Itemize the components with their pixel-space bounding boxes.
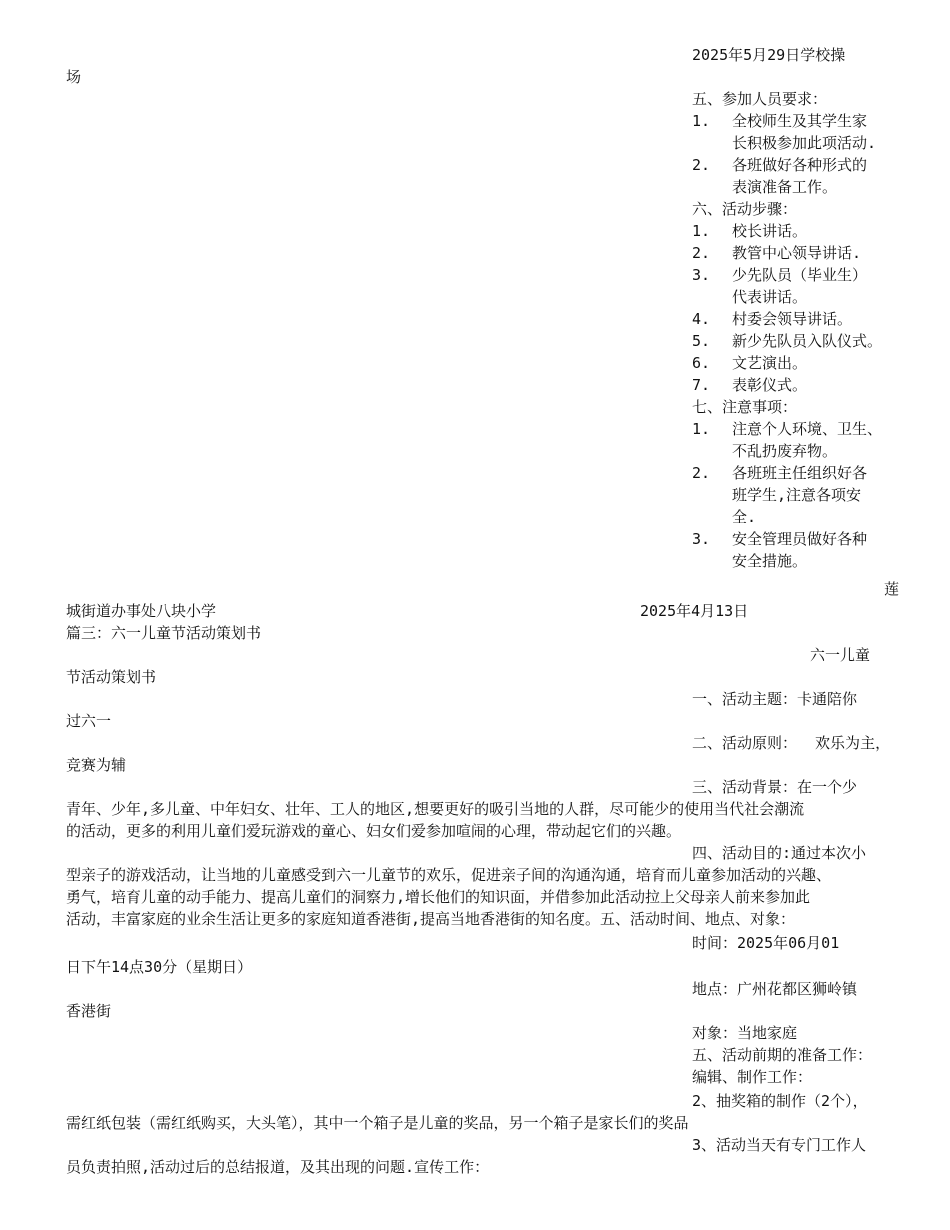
list-number: 2. (692, 244, 711, 262)
list-number: 3. (692, 530, 711, 548)
list-item (692, 374, 807, 396)
list-text: 安全管理员做好各种 (732, 530, 868, 548)
text-line: 一、活动主题：卡通陪你 (692, 690, 858, 708)
list-text: 表彰仪式。 (732, 376, 808, 394)
text-line: 四、活动目的:通过本次小 (692, 844, 867, 862)
list-number: 1. (692, 112, 711, 130)
text-line: 节活动策划书 (66, 668, 157, 686)
paragraph-line: 青年、少年,多儿童、中年妇女、壮年、工人的地区,想要更好的吸引当地的人群，尽可能少的使用当代社会潮流 (66, 800, 805, 818)
text-line: 场 (66, 68, 82, 86)
text-line: 六一儿童 (810, 646, 871, 664)
text-line: 三、活动背景：在一个少 (692, 778, 858, 796)
list-text: 村委会领导讲话。 (732, 310, 853, 328)
paragraph-line: 活动，丰富家庭的业余生活让更多的家庭知道香港街,提高当地香港街的知名度。五、活动时间、地点、对象： (66, 910, 796, 928)
list-text: 各班做好各种形式的 (732, 156, 868, 174)
list-item (692, 110, 867, 132)
text-line: 2025年5月29日学校操 (692, 46, 846, 64)
paragraph-line: 需红纸包装（需红纸购买，大头笔），其中一个箱子是儿童的奖品，另一个箱子是家长们的奖品 (66, 1114, 689, 1132)
list-item (692, 308, 852, 330)
list-item-cont: 代表讲话。 (732, 288, 808, 306)
list-item (692, 418, 882, 440)
list-item-cont: 表演准备工作。 (732, 178, 838, 196)
list-item (692, 154, 867, 176)
list-text: 少先队员（毕业生） (732, 266, 868, 284)
text-line: 日下午14点30分（星期日） (66, 958, 253, 976)
list-item (692, 528, 867, 550)
text-line: 地点：广州花都区狮岭镇 (692, 980, 858, 998)
list-number: 1. (692, 420, 711, 438)
text-line: 对象：当地家庭 (692, 1024, 798, 1042)
list-item (692, 352, 807, 374)
list-item (692, 330, 882, 352)
list-text: 全校师生及其学生家 (732, 112, 868, 130)
paragraph-line: 的活动，更多的利用儿童们爱玩游戏的童心、妇女们爱参加喧闹的心理，带动起它们的兴趣。 (66, 822, 682, 840)
paragraph-line: 勇气，培育儿童的动手能力、提高儿童们的洞察力,增长他们的知识面，并借参加此活动拉上父母亲人前来参加此 (66, 888, 811, 906)
text-line: 编辑、制作工作： (692, 1068, 813, 1086)
section-heading: 五、参加人员要求： (692, 90, 828, 108)
list-text: 各班班主任组织好各 (732, 464, 868, 482)
list-number: 2. (692, 464, 711, 482)
text-line: 2、抽奖箱的制作（2个）， (692, 1092, 868, 1110)
list-item-cont: 安全措施。 (732, 552, 808, 570)
chapter-heading: 篇三：六一儿童节活动策划书 (66, 624, 262, 642)
section-heading: 五、活动前期的准备工作： (692, 1046, 873, 1064)
list-text: 教管中心领导讲话. (732, 244, 862, 262)
text-line: 竞赛为辅 (66, 756, 127, 774)
text-line: 香港街 (66, 1002, 112, 1020)
paragraph-line: 员负责拍照,活动过后的总结报道，及其出现的问题.宣传工作： (66, 1158, 490, 1176)
paragraph-line: 型亲子的游戏活动，让当地的儿童感受到六一儿童节的欢乐，促进亲子间的沟通沟通，培育而儿童参加活动的兴趣、 (66, 866, 832, 884)
section-heading: 六、活动步骤： (692, 200, 798, 218)
list-number: 1. (692, 222, 711, 240)
list-number: 3. (692, 266, 711, 284)
list-number: 6. (692, 354, 711, 372)
list-text: 注意个人环境、卫生、 (732, 420, 883, 438)
list-item-cont: 班学生,注意各项安 (732, 486, 862, 504)
list-text: 新少先队员入队仪式。 (732, 332, 883, 350)
list-item (692, 220, 807, 242)
list-item-cont: 不乱扔废弃物。 (732, 442, 838, 460)
list-item (692, 462, 867, 484)
signature-org: 城街道办事处八块小学 (66, 602, 217, 620)
list-number: 5. (692, 332, 711, 350)
list-text: 文艺演出。 (732, 354, 808, 372)
list-number: 7. (692, 376, 711, 394)
list-item-cont: 全. (732, 508, 757, 526)
text-line: 时间：2025年06月01 (692, 934, 840, 952)
list-item (692, 242, 861, 264)
list-number: 2. (692, 156, 711, 174)
signature-date: 2025年4月13日 (640, 602, 749, 620)
list-item (692, 264, 867, 286)
text-line: 过六一 (66, 712, 112, 730)
text-line: 3、活动当天有专门工作人 (692, 1136, 867, 1154)
text-line: 莲 (884, 580, 900, 598)
list-text: 校长讲话。 (732, 222, 808, 240)
list-item-cont: 长积极参加此项活动. (732, 134, 877, 152)
section-heading: 七、注意事项： (692, 398, 798, 416)
list-number: 4. (692, 310, 711, 328)
text-line: 二、活动原则： 欢乐为主， (692, 734, 891, 752)
